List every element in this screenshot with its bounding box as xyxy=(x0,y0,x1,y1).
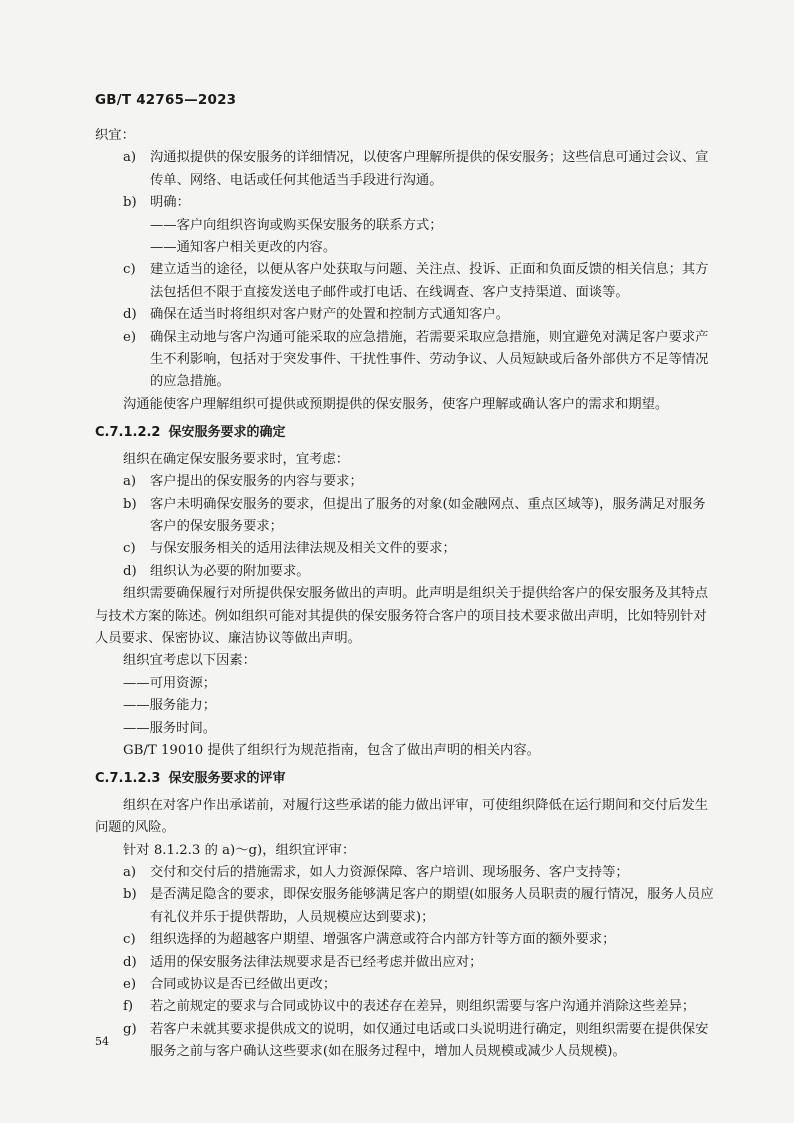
list-item: b) 是否满足隐含的要求，即保安服务能够满足客户的期望(如服务人员职责的履行情况，服务人员应有礼仪并乐于提供帮助，人员规模应达到要求)； xyxy=(123,887,714,925)
section-heading: C.7.1.2.3 保安服务要求的评审 xyxy=(95,771,286,787)
list-item: e) 合同或协议是否已经做出更改； xyxy=(123,977,337,993)
dash-item: ——客户向组织咨询或购买保安服务的联系方式； xyxy=(150,217,443,233)
list-item: d) 适用的保安服务法律法规要求是否已经考虑并做出应对； xyxy=(123,954,483,970)
dash-item: ——服务时间。 xyxy=(123,720,217,736)
paragraph: 针对 8.1.2.3 的 a)～g)，组织宜评审： xyxy=(123,842,356,858)
list-item: c) 组织选择的为超越客户期望、增强客户满意或符合内部方针等方面的额外要求； xyxy=(123,932,616,948)
paragraph: 组织需要确保履行对所提供保安服务做出的声明。此声明是组织关于提供给客户的保安服务及其特点与技术方案的陈述。例如组织可能对其提供的保安服务符合客户的项目技术要求做出声明，比如特别针对人员要求、保密协议、廉洁协议等做出声明。 xyxy=(95,586,709,646)
dash-item: ——服务能力； xyxy=(123,698,217,714)
paragraph: GB/T 19010 提供了组织行为规范指南，包含了做出声明的相关内容。 xyxy=(123,742,540,758)
list-item: d) 组织认为必要的附加要求。 xyxy=(123,563,310,579)
list-item: a) 交付和交付后的措施需求，如人力资源保障、客户培训、现场服务、客户支持等； xyxy=(123,865,629,880)
page-body xyxy=(95,125,715,1064)
list-item: b) 明确： xyxy=(123,195,190,211)
page-number: 54 xyxy=(95,1035,109,1048)
list-item: a) 客户提出的保安服务的内容与要求； xyxy=(123,474,363,490)
paragraph: 沟通能使客户理解组织可提供或预期提供的保安服务，使客户理解或确认客户的需求和期望。 xyxy=(123,396,669,412)
list-item: c) 与保安服务相关的适用法律法规及相关文件的要求； xyxy=(123,541,456,557)
page-header: GB/T 42765—2023 xyxy=(95,92,237,108)
list-item: f) 若之前规定的要求与合同或协议中的表述存在差异，则组织需要与客户沟通并消除这些差异； xyxy=(123,999,696,1015)
paragraph: 组织宜考虑以下因素： xyxy=(123,653,256,669)
section-heading: C.7.1.2.2 保安服务要求的确定 xyxy=(95,425,286,441)
dash-item: ——通知客户相关更改的内容。 xyxy=(150,240,337,256)
list-item: a) 沟通拟提供的保安服务的详细情况，以使客户理解所提供的保安服务；这些信息可通过会议、宣传单、网络、电话或任何其他适当手段进行沟通。 xyxy=(123,150,709,188)
list-item: d) 确保在适当时将组织对客户财产的处置和控制方式通知客户。 xyxy=(123,307,510,323)
intro-text: 织宜： xyxy=(95,128,135,143)
list-item: b) 客户未明确保安服务的要求，但提出了服务的对象(如金融网点、重点区域等)，服务满足对服务客户的保安服务要求； xyxy=(123,496,706,534)
paragraph: 组织在确定保安服务要求时，宜考虑： xyxy=(123,451,350,467)
list-item: e) 确保主动地与客户沟通可能采取的应急措施，若需要采取应急措施，则宜避免对满足客户要求产生不利影响，包括对于突发事件、干扰性事件、劳动争议、人员短缺或后备外部供方不足等情况的应急措施。 xyxy=(123,329,709,390)
list-item: c) 建立适当的途径，以便从客户处获取与问题、关注点、投诉、正面和负面反馈的相关信息；其方法包括但不限于直接发送电子邮件或打电话、在线调查、客户支持渠道、面谈等。 xyxy=(123,262,709,300)
list-item: g) 若客户未就其要求提供成文的说明，如仅通过电话或口头说明进行确定，则组织需要在提供保安服务之前与客户确认这些要求(如在服务过程中，增加人员规模或减少人员规模)。 xyxy=(123,1021,709,1060)
dash-item: ——可用资源； xyxy=(123,675,217,691)
paragraph: 组织在对客户作出承诺前，对履行这些承诺的能力做出评审，可使组织降低在运行期间和交付后发生问题的风险。 xyxy=(95,797,709,836)
